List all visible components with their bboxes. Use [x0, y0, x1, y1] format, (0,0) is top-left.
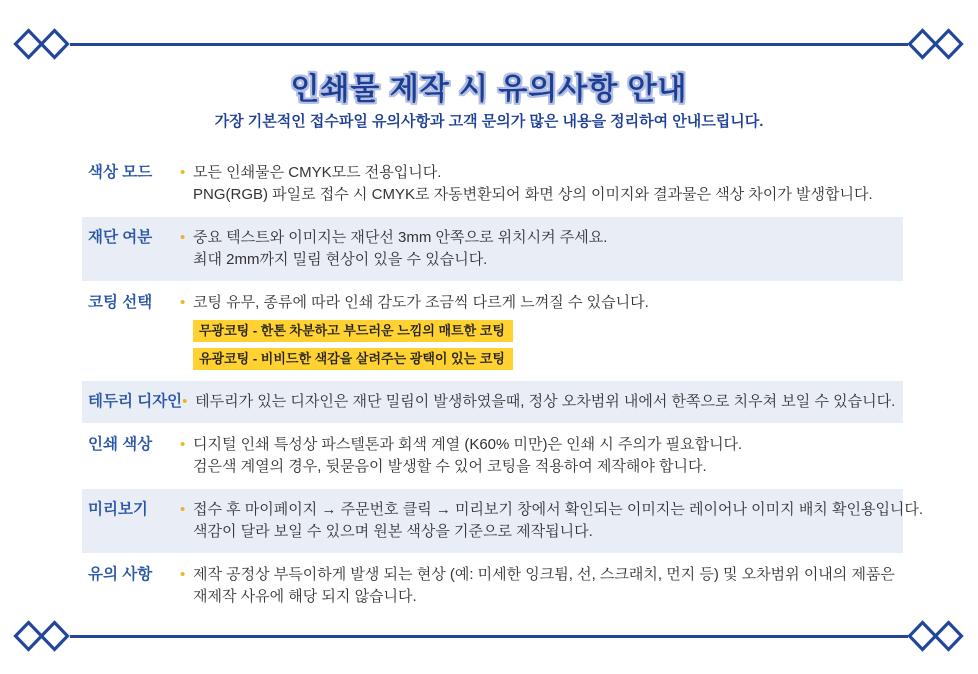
section-row: [82, 489, 924, 553]
section-text-line: 색감이 달라 보일 수 있으며 원본 색상을 기준으로 제작됩니다.: [193, 523, 593, 540]
section-label: 재단 여분: [88, 229, 153, 246]
bullet-icon: •: [180, 294, 186, 311]
highlight-note: 유광코팅 - 비비드한 색감을 살려주는 광택이 있는 코팅: [193, 348, 513, 370]
section-text-line: 모든 인쇄물은 CMYK모드 전용입니다.: [193, 164, 442, 181]
section-content: [193, 292, 897, 370]
bullet-icon: •: [180, 566, 186, 583]
section-text-line: 테두리가 있는 디자인은 재단 밀림이 발생하였을때, 정상 오차범위 내에서 한쪽으로 치우쳐 보일 수 있습니다.: [195, 393, 896, 410]
divider-line: [70, 43, 908, 46]
section-text-line: 재제작 사유에 해당 되지 않습니다.: [193, 588, 417, 605]
section-content: [193, 564, 897, 608]
section-text-line: 디지털 인쇄 특성상 파스텔톤과 회색 계열 (K60% 미만)은 인쇄 시 주의가 필요합니다.: [193, 436, 743, 453]
section-text-line: 중요 텍스트와 이미지는 재단선 3mm 안쪽으로 위치시켜 주세요.: [193, 229, 608, 246]
bottom-divider: [13, 619, 965, 653]
bullet-icon: •: [180, 501, 186, 518]
highlight-row: [193, 320, 897, 342]
section-content: [195, 391, 897, 413]
section-text-line: 최대 2mm까지 밀림 현상이 있을 수 있습니다.: [193, 251, 488, 268]
bullet-icon: •: [180, 164, 186, 181]
bullet-icon: •: [182, 393, 188, 410]
bullet-icon: •: [180, 436, 186, 453]
section-row: [82, 159, 903, 209]
section-text-line: 제작 공정상 부득이하게 발생 되는 현상 (예: 미세한 잉크튐, 선, 스크래치, 먼지 등) 및 오차범위 이내의 제품은: [193, 566, 895, 583]
page-title: 인쇄물 제작 시 유의사항 안내: [290, 73, 688, 106]
highlight-note: 무광코팅 - 한톤 차분하고 부드러운 느낌의 매트한 코팅: [193, 320, 513, 342]
section-label: 미리보기: [88, 501, 148, 518]
section-row: [82, 217, 903, 281]
section-label: 테두리 디자인: [88, 393, 183, 410]
section-label: 코팅 선택: [88, 294, 153, 311]
sections-list: [0, 159, 978, 611]
section-text-line: 검은색 계열의 경우, 뒷묻음이 발생할 수 있어 코팅을 적용하여 제작해야 합니다.: [193, 458, 707, 475]
section-text-line: 접수 후 마이페이지 → 주문번호 클릭 → 미리보기 창에서 확인되는 이미지는 레이어나 이미지 배치 확인용입니다.: [193, 501, 924, 518]
section-row: [82, 381, 903, 423]
double-diamond-icon: [13, 27, 71, 61]
section-text-line: 코팅 유무, 종류에 따라 인쇄 감도가 조금씩 다르게 느껴질 수 있습니다.: [193, 294, 649, 311]
double-diamond-icon: [907, 619, 965, 653]
double-diamond-icon: [13, 619, 71, 653]
page-subtitle: 가장 기본적인 접수파일 유의사항과 고객 문의가 많은 내용을 정리하여 안내드립니다.: [214, 113, 764, 130]
section-label: 색상 모드: [88, 164, 153, 181]
highlight-row: [193, 348, 897, 370]
section-row: [82, 289, 903, 373]
section-row: [82, 431, 903, 481]
top-divider: [13, 27, 965, 61]
section-text-line: PNG(RGB) 파일로 접수 시 CMYK로 자동변환되어 화면 상의 이미지와 결과물은 색상 차이가 발생합니다.: [193, 186, 873, 203]
section-content: [193, 227, 897, 271]
section-label: 인쇄 색상: [88, 436, 153, 453]
section-row: [82, 561, 903, 611]
section-content: [193, 499, 924, 543]
divider-line: [70, 635, 908, 638]
section-content: [193, 434, 897, 478]
bullet-icon: •: [180, 229, 186, 246]
double-diamond-icon: [907, 27, 965, 61]
section-content: [193, 162, 897, 206]
section-label: 유의 사항: [88, 566, 153, 583]
